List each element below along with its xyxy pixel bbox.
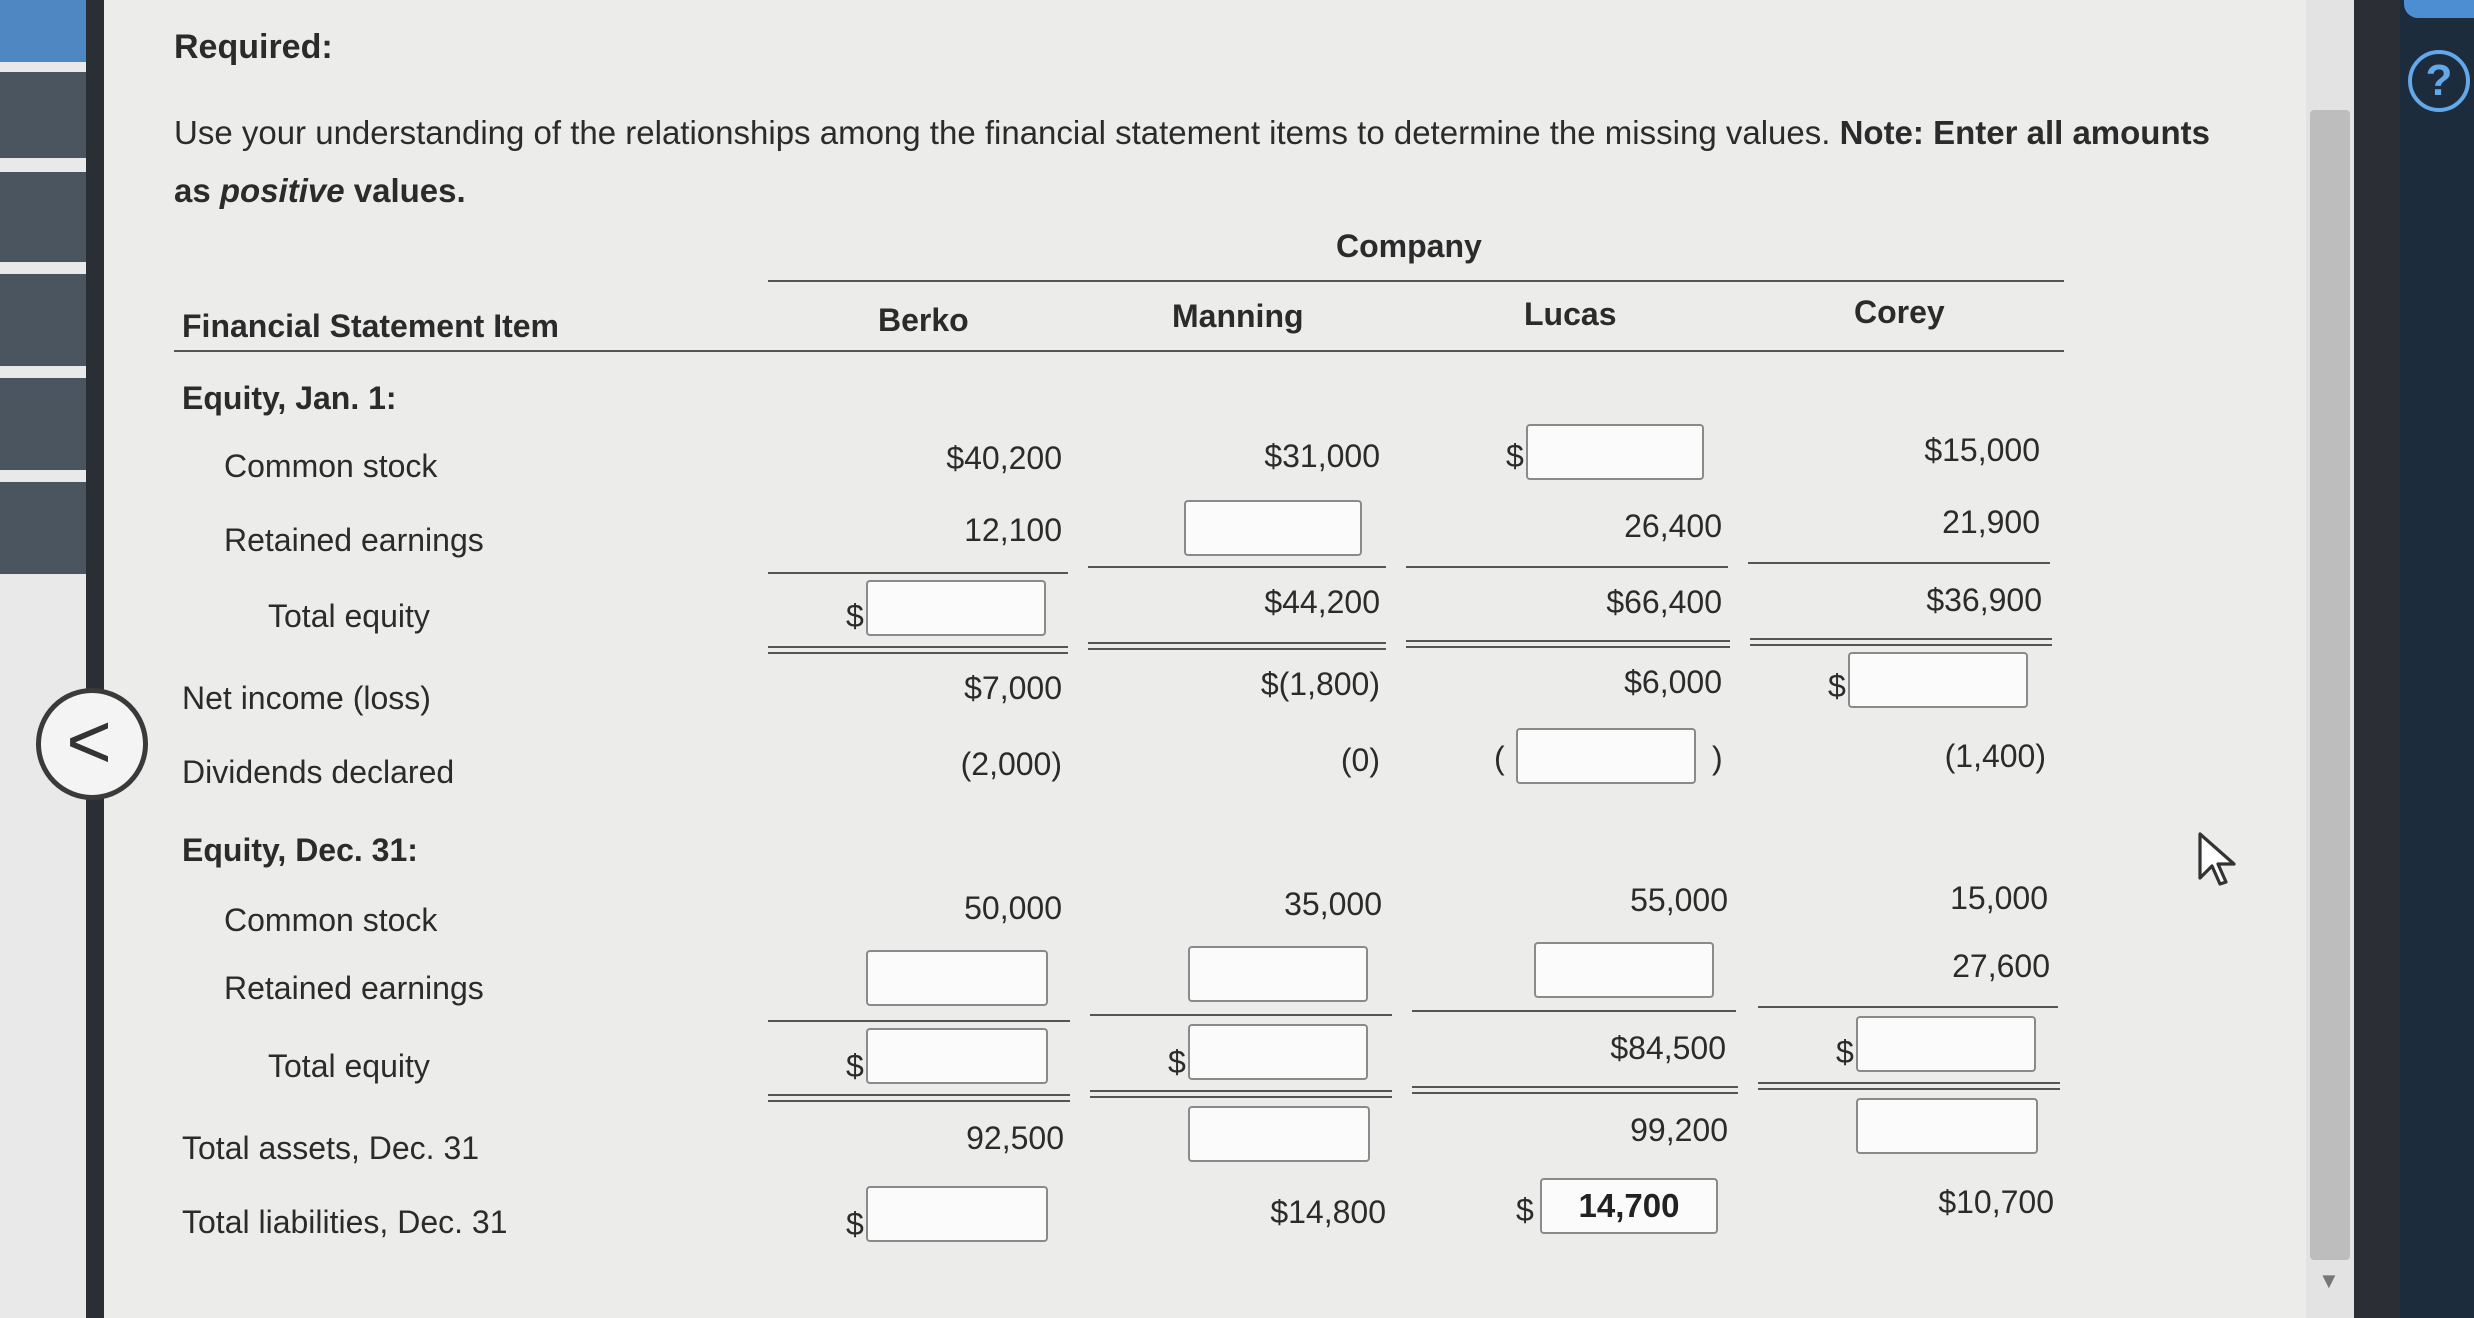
dollar-sign: $ xyxy=(1516,1192,1534,1228)
chevron-left-icon: < xyxy=(66,697,112,785)
berko-total-rule-jan xyxy=(768,646,1068,654)
right-panel xyxy=(2400,0,2474,1318)
berko-net-income: $7,000 xyxy=(964,670,1062,706)
lucas-subtotal-rule-jan xyxy=(1406,566,1728,568)
manning-subtotal-rule-jan xyxy=(1088,566,1386,568)
dollar-sign: $ xyxy=(1506,438,1524,474)
berko-total-equity-jan-input[interactable] xyxy=(866,580,1046,636)
manning-retained-earnings-dec-input[interactable] xyxy=(1188,946,1368,1002)
lucas-total-equity-jan: $66,400 xyxy=(1606,584,1722,620)
lucas-net-income: $6,000 xyxy=(1624,664,1722,700)
corey-subtotal-rule-jan xyxy=(1748,562,2050,564)
mouse-cursor-icon xyxy=(2196,830,2240,890)
manning-retained-earnings-jan-input[interactable] xyxy=(1184,500,1362,556)
manning-subtotal-rule-dec xyxy=(1090,1014,1392,1016)
row-label-equity-jan: Equity, Jan. 1: xyxy=(182,380,397,416)
header-rule xyxy=(174,350,2064,352)
lucas-total-equity-dec: $84,500 xyxy=(1610,1030,1726,1066)
corey-dividends: (1,400) xyxy=(1944,738,2046,774)
row-label-total-equity-jan: Total equity xyxy=(268,598,430,634)
lucas-subtotal-rule-dec xyxy=(1412,1010,1736,1012)
corey-total-rule-dec xyxy=(1758,1082,2060,1090)
berko-retained-earnings-jan: 12,100 xyxy=(964,512,1062,548)
manning-total-rule-dec xyxy=(1090,1090,1392,1098)
lucas-dividends-input[interactable] xyxy=(1516,728,1696,784)
manning-dividends: (0) xyxy=(1340,742,1380,778)
berko-total-equity-dec-input[interactable] xyxy=(866,1028,1048,1084)
required-heading: Required: xyxy=(174,28,333,66)
dollar-sign: $ xyxy=(846,1048,864,1084)
berko-total-rule-dec xyxy=(768,1094,1070,1102)
group-rule xyxy=(768,280,2064,282)
row-label-total-assets: Total assets, Dec. 31 xyxy=(182,1130,480,1166)
row-label-equity-dec: Equity, Dec. 31: xyxy=(182,832,418,868)
sidebar-top-tab[interactable] xyxy=(0,0,86,62)
column-header-corey: Corey xyxy=(1854,294,1945,330)
corey-total-rule-jan xyxy=(1750,638,2052,646)
corey-total-liabilities: $10,700 xyxy=(1938,1184,2054,1220)
dollar-sign: $ xyxy=(846,1206,864,1242)
dollar-sign: $ xyxy=(1836,1034,1854,1070)
manning-total-equity-dec-input[interactable] xyxy=(1188,1024,1368,1080)
row-label-retained-earnings-jan: Retained earnings xyxy=(224,522,484,558)
column-header-lucas: Lucas xyxy=(1524,296,1617,332)
top-tab[interactable] xyxy=(2404,0,2474,18)
lucas-retained-earnings-dec-input[interactable] xyxy=(1534,942,1714,998)
row-label-retained-earnings-dec: Retained earnings xyxy=(224,970,484,1006)
row-label-total-equity-dec: Total equity xyxy=(268,1048,430,1084)
back-button[interactable] xyxy=(36,688,148,800)
lucas-total-rule-jan xyxy=(1406,640,1730,648)
lucas-common-stock-jan-input[interactable] xyxy=(1526,424,1704,480)
column-header-item: Financial Statement Item xyxy=(182,308,559,344)
berko-retained-earnings-dec-input[interactable] xyxy=(866,950,1048,1006)
row-label-net-income: Net income (loss) xyxy=(182,680,431,716)
lucas-total-rule-dec xyxy=(1412,1086,1738,1094)
left-divider xyxy=(86,0,104,1318)
sidebar-item[interactable] xyxy=(0,274,86,366)
help-icon[interactable]: ? xyxy=(2408,50,2470,112)
close-paren: ) xyxy=(1712,740,1723,776)
lucas-retained-earnings-jan: 26,400 xyxy=(1624,508,1722,544)
manning-total-rule-jan xyxy=(1088,642,1386,650)
berko-subtotal-rule-dec xyxy=(768,1020,1070,1022)
berko-subtotal-rule-jan xyxy=(768,572,1068,574)
manning-common-stock-jan: $31,000 xyxy=(1264,438,1380,474)
manning-net-income: $(1,800) xyxy=(1260,666,1380,702)
berko-common-stock-jan: $40,200 xyxy=(946,440,1062,476)
scroll-down-arrow-icon[interactable]: ▼ xyxy=(2318,1268,2340,1293)
corey-common-stock-jan: $15,000 xyxy=(1924,432,2040,468)
corey-net-income-input[interactable] xyxy=(1848,652,2028,708)
corey-total-assets-input[interactable] xyxy=(1856,1098,2038,1154)
corey-subtotal-rule-dec xyxy=(1758,1006,2058,1008)
left-sidebar xyxy=(0,0,86,1318)
company-group-header: Company xyxy=(1336,228,1482,264)
dollar-sign: $ xyxy=(846,598,864,634)
lucas-total-liabilities-input[interactable]: 14,700 xyxy=(1540,1178,1718,1234)
manning-total-equity-jan: $44,200 xyxy=(1264,584,1380,620)
column-header-manning: Manning xyxy=(1172,298,1304,334)
instructions-text: Use your understanding of the relationships among the financial statement items to determine the missing values. Note: Enter all amounts as positive values. xyxy=(174,114,2210,209)
corey-total-equity-jan: $36,900 xyxy=(1926,582,2042,618)
berko-common-stock-dec: 50,000 xyxy=(964,890,1062,926)
row-label-total-liabilities: Total liabilities, Dec. 31 xyxy=(182,1204,508,1240)
row-label-common-stock-dec: Common stock xyxy=(224,902,438,938)
sidebar-item[interactable] xyxy=(0,172,86,262)
berko-total-assets: 92,500 xyxy=(966,1120,1064,1156)
open-paren: ( xyxy=(1494,740,1505,776)
manning-common-stock-dec: 35,000 xyxy=(1284,886,1382,922)
right-divider xyxy=(2354,0,2400,1318)
sidebar-item[interactable] xyxy=(0,482,86,574)
dollar-sign: $ xyxy=(1168,1044,1186,1080)
manning-total-assets-input[interactable] xyxy=(1188,1106,1370,1162)
sidebar-item[interactable] xyxy=(0,378,86,470)
corey-retained-earnings-dec: 27,600 xyxy=(1952,948,2050,984)
lucas-common-stock-dec: 55,000 xyxy=(1630,882,1728,918)
manning-total-liabilities: $14,800 xyxy=(1270,1194,1386,1230)
row-label-dividends: Dividends declared xyxy=(182,754,455,790)
scrollbar-thumb[interactable] xyxy=(2310,110,2350,1260)
row-label-common-stock-jan: Common stock xyxy=(224,448,438,484)
corey-total-equity-dec-input[interactable] xyxy=(1856,1016,2036,1072)
corey-common-stock-dec: 15,000 xyxy=(1950,880,2048,916)
lucas-total-assets: 99,200 xyxy=(1630,1112,1728,1148)
sidebar-item[interactable] xyxy=(0,72,86,158)
corey-retained-earnings-jan: 21,900 xyxy=(1942,504,2040,540)
column-header-berko: Berko xyxy=(878,302,969,338)
berko-total-liabilities-input[interactable] xyxy=(866,1186,1048,1242)
dollar-sign: $ xyxy=(1828,668,1846,704)
berko-dividends: (2,000) xyxy=(960,746,1062,782)
